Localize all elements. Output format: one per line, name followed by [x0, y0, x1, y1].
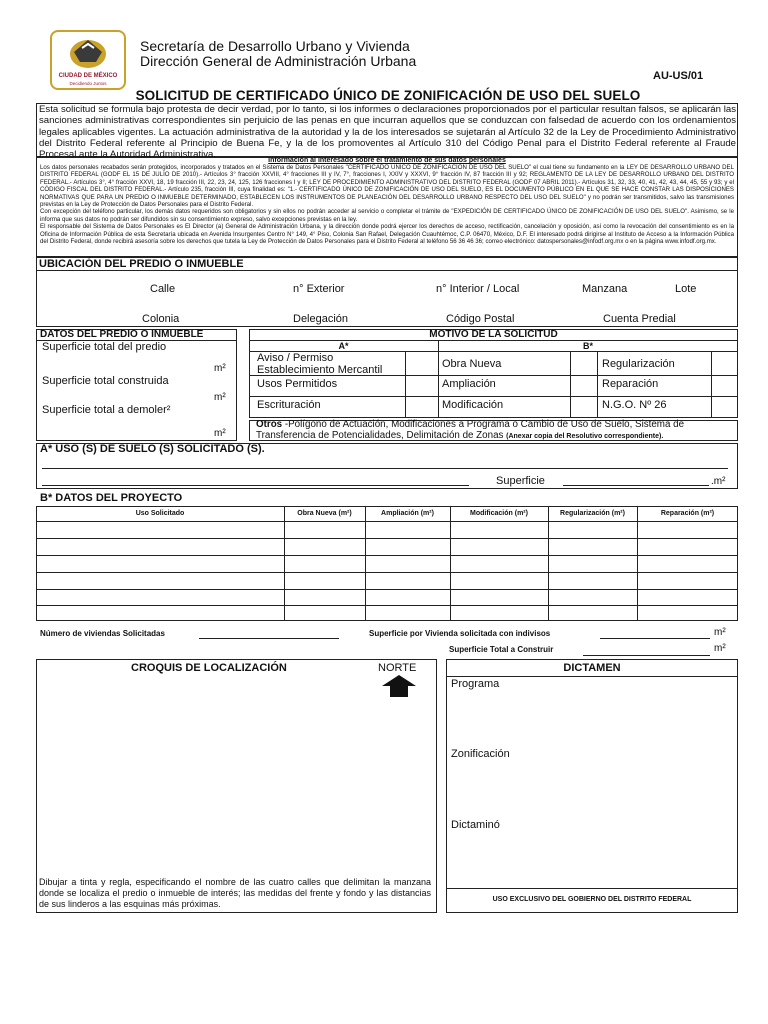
norte-label: NORTE — [378, 662, 417, 674]
table-col-divider — [548, 506, 549, 621]
cp-label: Código Postal — [446, 313, 515, 325]
superficie-unit: .m² — [711, 476, 726, 487]
logo-text: CIUDAD DE MÉXICO — [58, 73, 118, 79]
logo — [50, 30, 126, 90]
unit-m2: m² — [714, 627, 726, 638]
table-row — [36, 572, 738, 573]
motivo-option: Ampliación — [442, 378, 496, 390]
viviendas-label: Número de viviendas Solicitadas — [40, 629, 165, 638]
uso-suelo-line — [42, 485, 469, 486]
sup-total-label: Superficie Total a Construir — [449, 645, 554, 654]
motivo-col-divider — [438, 340, 439, 418]
sup-construida-label: Superficie total construida — [42, 375, 169, 387]
table-col-divider — [450, 506, 451, 621]
notice-text: Esta solicitud se formula bajo protesta de decir verdad, por lo tanto, si los informes o declaraciones proporcionados por el particular resultan falsos, se aplicarán las sanciones administrativas correspondientes sin perjuicio de las penas en que incurran aquellos que se conduzcan con falsedad de acuerdo con los ordenamientos legales aplicables vigentes. La actuación administrativa de la autoridad y la de los interesados se sujetarán al Artículo 32 de la Ley de Procedimiento Administrativo del Distrito Federal referente al Principio de Buena Fe, y la de los promoventes al Artículo 310 del Código Penal para el Distrito Federal referente al Fraude Procesal ante la Autoridad Administrativa. — [39, 104, 736, 161]
superficie-label: Superficie — [496, 475, 545, 487]
cuenta-label: Cuenta Predial — [603, 313, 676, 325]
north-arrow-icon — [382, 675, 416, 697]
table-col-divider — [637, 506, 638, 621]
unit-m2: m² — [214, 428, 226, 439]
dictamen-divider — [446, 676, 738, 677]
otros-text — [256, 420, 736, 442]
agency-subname: Dirección General de Administración Urbana — [140, 53, 417, 69]
privacy-text — [40, 164, 734, 245]
motivo-title: MOTIVO DE LA SOLICITUD — [429, 329, 558, 340]
privacy-title: Información al interesado sobre el tratamiento de sus datos personales — [268, 157, 506, 164]
calle-label: Calle — [150, 283, 176, 295]
otros-note: (Anexar copia del Resolutivo correspondiente). — [506, 432, 664, 440]
viviendas-line — [199, 638, 339, 639]
uso-suelo-title: A* USO (S) DE SUELO (S) SOLICITADO (S). — [40, 443, 265, 455]
superficie-line — [563, 485, 709, 486]
column-header: Obra Nueva (m²) — [297, 510, 352, 517]
column-header: Ampliación (m²) — [381, 510, 434, 517]
proyecto-title: B* DATOS DEL PROYECTO — [40, 492, 183, 504]
unit-m2: m² — [214, 363, 226, 374]
ubicacion-title: UBICACIÓN DEL PREDIO O INMUEBLE — [39, 258, 244, 270]
motivo-option: Usos Permitidos — [257, 378, 338, 390]
motivo-option: N.G.O. Nº 26 — [602, 399, 667, 411]
unit-m2: m² — [714, 643, 726, 654]
motivo-option: Escrituración — [257, 399, 321, 411]
page-title: SOLICITUD DE CERTIFICADO ÚNICO DE ZONIFICACIÓN DE USO DEL SUELO — [135, 88, 641, 103]
dictamen-footer: USO EXCLUSIVO DEL GOBIERNO DEL DISTRITO FEDERAL — [492, 896, 692, 903]
table-row — [36, 538, 738, 539]
colonia-label: Colonia — [142, 313, 180, 325]
motivo-divider — [249, 396, 738, 397]
manzana-label: Manzana — [582, 283, 628, 295]
croquis-instructions: Dibujar a tinta y regla, especificando el nombre de las cuatro calles que delimitan la manzana donde se localiza el predio o inmueble de interés; las medidas del frente y fondo y las distancias de sus linderos a las esquinas más próximas. — [39, 877, 431, 909]
otros-label: Otros — [256, 419, 283, 430]
sup-predio-label: Superficie total del predio — [42, 341, 167, 353]
dictamen-box — [446, 659, 738, 913]
table-col-divider — [284, 506, 285, 621]
logo-subtext: Decidiendo Juntos — [69, 81, 107, 86]
privacy-paragraph: El responsable del Sistema de Datos Personales es El Director (a) General de Administración Urbana, y la dirección donde podrá ejercer los derechos de acceso, rectificación, cancelación y oposición, así como la revocación del consentimiento es en la Oficina de Información Pública de esta Secretaría ubicada en Avenida Insurgentes Centro N° 149, 4° Piso, Colonia San Rafael, Delegación Cuauhtémoc, C.P. 06470, México, D.F. El interesado podrá dirigirse al Instituto de Acceso a la Información Pública del Distrito Federal, donde recibirá asesoría sobre los derechos que tutela la Ley de Protección de Datos Personales para el Distrito Federal al teléfono 56 36 46 36; correo electrónico: datospersonales@infodf.org.mx o en la página www.infodf.org.mx. — [40, 223, 734, 246]
form-code: AU-US/01 — [653, 70, 704, 82]
croquis-box — [36, 659, 437, 913]
table-row — [36, 521, 738, 522]
programa-label: Programa — [451, 678, 500, 690]
dictamen-divider — [446, 888, 738, 889]
privacy-paragraph: Los datos personales recabados serán protegidos, incorporados y tratados en el Sistema de Datos Personales "CERTIFICADO ÚNICO DE ZONIFICACIÓN DE USO DEL SUELO" el cual tiene su fundamento en la LEY DE DESARROLLO URBANO DEL DISTRITO FEDERAL (GODF EL 15 DE JULIO DE 2010).- Artículos 3° fracción XXVIII, 4° fracciones III y IV, 7°, fracciones I, XXIV y XXXVI, 9° fracción IV, 87 fracción III y 92; REGLAMENTO DE LA LEY DE DESARROLLO URBANO DEL DISTRITO FEDERAL.- Artículos 3°, 4° fracción XXVI, 18, 19 fracción III, 22, 23, 24, 125, 126 fracciones I y II; LEY DE PROCEDIMIENTO ADMINISTRATIVO DEL DISTRITO FEDERAL (GODF 07 ABRIL 2011).- Artículos 31, 32, 33, 40, 41, 42, 43, 44, 45, 55 y 93; y el CÓDIGO FISCAL DEL DISTRITO FEDERAL.- Artículo 235, fracción III, cuya finalidad es: "1.- CERTIFICADO ÚNICO DE ZONIFICACIÓN DE USO DEL SUELO, ES EL DOCUMENTO PÚBLICO EN EL QUE SE HACE CONSTAR LAS DISPOSICIONES NORMATIVAS QUE PARA UN PREDIO O INMUEBLE DETERMINADO, ESTABLECEN LOS INSTRUMENTOS DE PLANEACIÓN DEL DESARROLLO URBANO RESPECTO DEL USO DEL SUELO" y no podrán ser transmitidos, salvo las transmisiones previstas en la Ley de Protección de Datos Personales para el Distrito Federal. — [40, 164, 734, 209]
motivo-option: Modificación — [442, 399, 504, 411]
motivo-option: Regularización — [602, 358, 675, 370]
column-header: Regularización (m²) — [560, 510, 625, 517]
sup-total-line — [583, 655, 710, 656]
ubicacion-divider — [36, 270, 738, 271]
interior-label: n° Interior / Local — [436, 283, 520, 295]
proyecto-table — [36, 506, 738, 621]
motivo-col-divider — [711, 351, 712, 418]
table-row — [36, 605, 738, 606]
table-row — [36, 555, 738, 556]
sup-demoler-label: Superficie total a demoler² — [42, 404, 171, 416]
col-a-label: A* — [338, 341, 349, 351]
dictamino-label: Dictaminó — [451, 819, 500, 831]
sup-vivienda-label: Superficie por Vivienda solicitada con indivisos — [369, 629, 551, 638]
lote-label: Lote — [675, 283, 697, 295]
unit-m2: m² — [214, 392, 226, 403]
eagle-logo-icon — [52, 34, 124, 72]
privacy-paragraph: Con excepción del teléfono particular, los demás datos requeridos son obligatorios y sin ellos no podrán acceder al servicio o completar el trámite de "EXPEDICIÓN DE CERTIFICADO ÚNICO DE ZONIFICACIÓN DE USO DEL SUELO". Asimismo, se le informa que sus datos no podrán ser difundidos sin su consentimiento expreso, salvo excepciones previstas en la ley. — [40, 208, 734, 223]
otros-description: -Polígono de Actuación, Modificaciones a Programa o Cambio de Uso de Suelo, Sistema de Transferencia de Potencialidades, Delimitación de Zonas — [256, 419, 685, 441]
table-col-divider — [365, 506, 366, 621]
column-header: Reparación (m²) — [660, 510, 715, 517]
exterior-label: n° Exterior — [293, 283, 345, 295]
uso-suelo-line — [42, 468, 728, 469]
zonificacion-label: Zonificación — [451, 748, 510, 760]
motivo-option: Reparación — [602, 378, 659, 390]
datos-predio-title: DATOS DEL PREDIO O INMUEBLE — [40, 329, 204, 340]
motivo-col-divider — [570, 351, 571, 418]
column-header: Modificación (m²) — [470, 510, 528, 517]
motivo-option: Obra Nueva — [442, 358, 502, 370]
column-header: Uso Solicitado — [135, 510, 185, 517]
motivo-option: Aviso / Permiso Establecimiento Mercantil — [257, 352, 383, 376]
agency-name: Secretaría de Desarrollo Urbano y Vivienda — [140, 38, 410, 54]
sup-vivienda-line — [600, 638, 710, 639]
col-b-label: B* — [582, 341, 593, 351]
dictamen-title: DICTAMEN — [563, 662, 621, 674]
delegacion-label: Delegación — [293, 313, 349, 325]
table-row — [36, 589, 738, 590]
motivo-col-divider — [597, 351, 598, 418]
croquis-title: CROQUIS DE LOCALIZACIÓN — [131, 662, 287, 674]
